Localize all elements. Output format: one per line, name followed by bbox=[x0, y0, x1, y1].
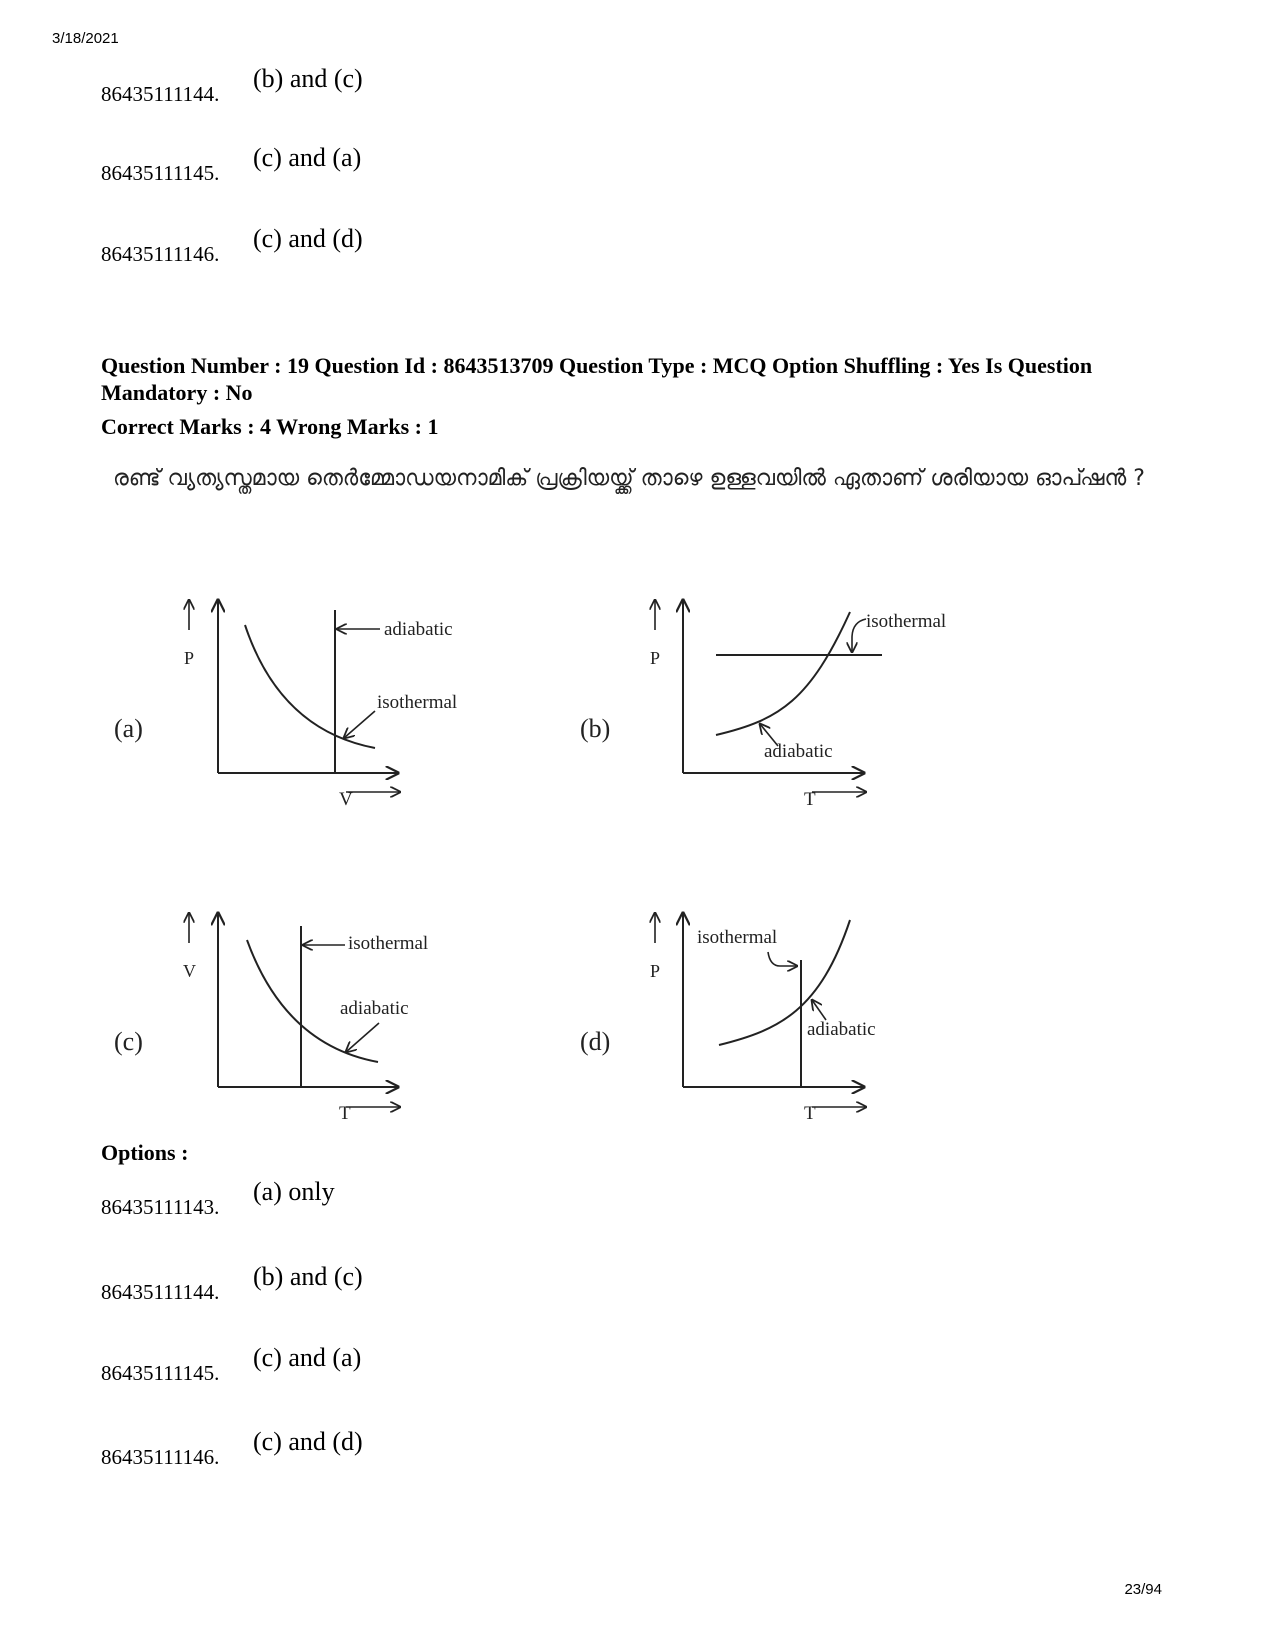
figure-d-y-axis: P bbox=[650, 961, 661, 981]
print-date: 3/18/2021 bbox=[52, 30, 119, 47]
options-label: Options : bbox=[101, 1140, 189, 1165]
option-text: (b) and (c) bbox=[253, 64, 363, 93]
figure-d-curve-label: adiabatic bbox=[807, 1019, 876, 1040]
figure-a-curve-label: isothermal bbox=[377, 692, 458, 713]
option-id: 86435111144. bbox=[101, 1280, 220, 1304]
figure-a-label: (a) bbox=[114, 714, 143, 743]
figure-a bbox=[189, 600, 400, 792]
figure-d-vertical-label: isothermal bbox=[697, 927, 778, 948]
option-id: 86435111143. bbox=[101, 1195, 220, 1219]
figure-a-vertical-label: adiabatic bbox=[384, 619, 453, 640]
figure-d-label: (d) bbox=[580, 1027, 611, 1056]
page-number: 23/94 bbox=[1124, 1581, 1162, 1598]
figure-a-y-axis: P bbox=[184, 648, 195, 668]
figure-b-x-axis: T bbox=[804, 789, 816, 810]
option-id: 86435111146. bbox=[101, 1445, 220, 1469]
option-id: 86435111144. bbox=[101, 82, 220, 106]
figure-b-horizontal-label: isothermal bbox=[866, 611, 947, 632]
option-text: (c) and (a) bbox=[253, 143, 362, 172]
option-text: (b) and (c) bbox=[253, 1262, 363, 1291]
figure-b-curve-label: adiabatic bbox=[764, 741, 833, 762]
figure-d-x-axis: T bbox=[804, 1103, 816, 1124]
figure-c-vertical-label: isothermal bbox=[348, 933, 429, 954]
option-text: (a) only bbox=[253, 1177, 335, 1206]
figure-b bbox=[655, 600, 882, 792]
question-text: രണ്ട് വ്യത്യസ്തമായ തെർമ്മോഡയനാമിക് പ്രക്രിയയ്ക്ക് താഴെ ഉള്ളവയിൽ ഏതാണ് ശരിയായ ഓപ്ഷൻ ? bbox=[113, 466, 1145, 491]
option-id: 86435111145. bbox=[101, 161, 220, 185]
figure-c-x-axis: T bbox=[339, 1103, 351, 1124]
figure-c-y-axis: V bbox=[183, 961, 196, 981]
figure-b-label: (b) bbox=[580, 714, 611, 743]
question-marks: Correct Marks : 4 Wrong Marks : 1 bbox=[101, 414, 439, 439]
option-id: 86435111146. bbox=[101, 242, 220, 266]
question-header: Question Number : 19 Question Id : 8643513709 Question Type : MCQ Option Shuffling : Yes Is Question Mandatory : No bbox=[101, 353, 1093, 405]
option-text: (c) and (d) bbox=[253, 224, 363, 253]
figure-b-y-axis: P bbox=[650, 648, 661, 668]
figure-a-x-axis: V bbox=[339, 789, 353, 810]
option-id: 86435111145. bbox=[101, 1361, 220, 1385]
figure-c-label: (c) bbox=[114, 1027, 143, 1056]
option-text: (c) and (d) bbox=[253, 1427, 363, 1456]
figure-c-curve-label: adiabatic bbox=[340, 998, 409, 1019]
option-text: (c) and (a) bbox=[253, 1343, 362, 1372]
